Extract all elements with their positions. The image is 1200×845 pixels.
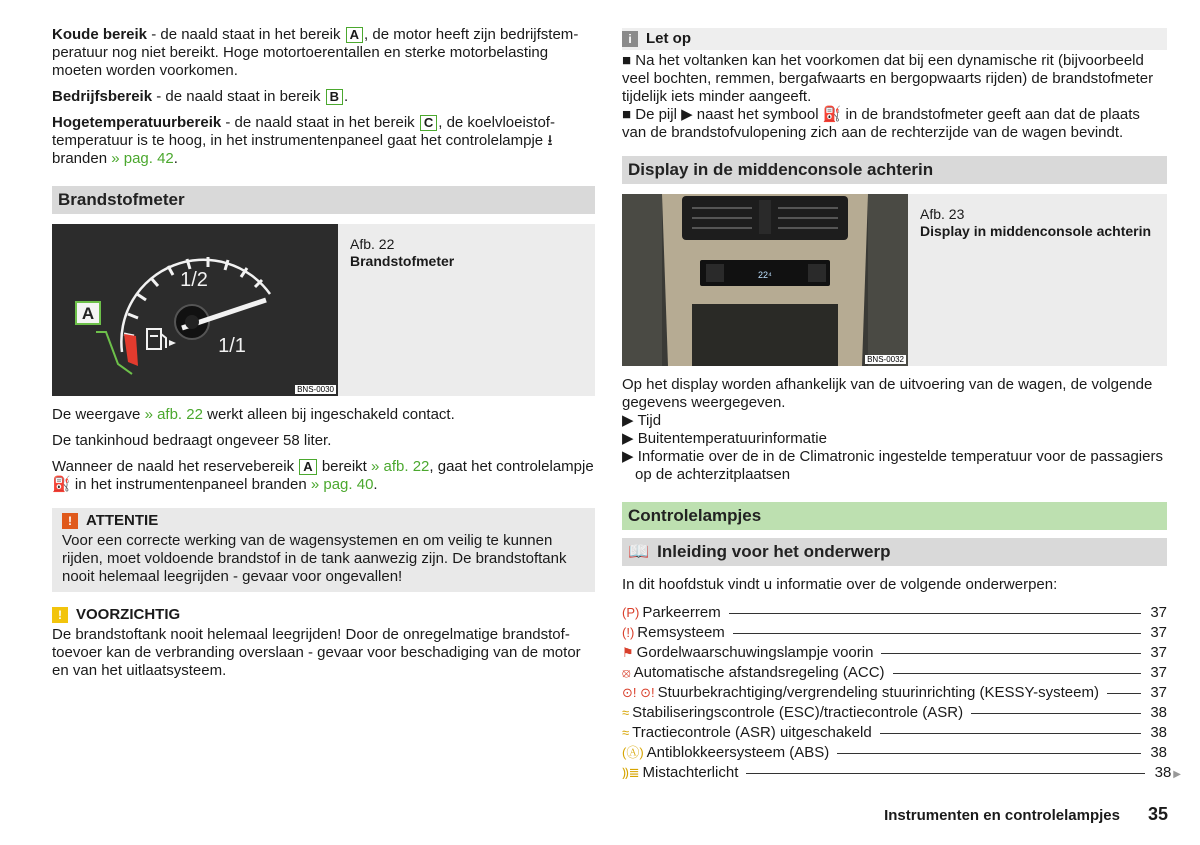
caution-block — [52, 606, 595, 680]
toc-label[interactable]: Remsysteem — [637, 624, 725, 641]
text: . — [173, 150, 178, 167]
toc-page-number[interactable]: 38 — [1150, 704, 1167, 721]
warning-icon: ! — [62, 513, 78, 529]
paragraph-display — [52, 406, 595, 424]
warning-attention — [52, 508, 595, 592]
toc-leader — [971, 713, 1141, 714]
toc-leader — [837, 753, 1141, 754]
toc-row[interactable] — [622, 684, 1167, 704]
text: Informatie over de in de Climatronic ingestelde temperatuur voor de passagiers op de achterzitplaatsen — [635, 448, 1163, 483]
toc-page-number[interactable]: 38 — [1150, 744, 1167, 761]
text: bereikt — [317, 458, 372, 475]
figure-number: Afb. 22 — [350, 236, 395, 252]
topic-list — [622, 604, 1181, 784]
toc-leader — [1107, 693, 1141, 694]
text: . — [344, 88, 349, 105]
figure-link-22[interactable]: » afb. 22 — [371, 458, 430, 475]
right-column — [622, 28, 1181, 784]
text: Tijd — [637, 412, 662, 429]
coolant-temp-icon: ⭳ — [547, 132, 553, 149]
continue-arrow-icon: ▶ — [1173, 769, 1181, 780]
fuel-pump-icon: ⛽ — [822, 106, 842, 123]
note-header — [622, 28, 1167, 50]
paragraph-rear-display: Op het display worden afhankelijk van de uitvoering van de wagen, de volgende gegevens weergegeven. — [622, 376, 1153, 411]
note-bullet-1: ■ Na het voltanken kan het voorkomen dat bij een dynamische rit (bijvoorbeeld veel bochten, remmen, bergafwaarts en bergopwaarts rijden) de brandstofmeter tijdelijk iets minder aangeeft. — [622, 52, 1154, 105]
toc-page-number[interactable]: 37 — [1150, 664, 1167, 681]
caution-title-row — [52, 606, 595, 624]
list-item: ▶ Informatie over de in de Climatronic ingestelde temperatuur voor de passagiers op de achterzitplaatsen — [622, 448, 1163, 483]
toc-label[interactable]: Tractiecontrole (ASR) uitgeschakeld — [632, 724, 872, 741]
text: , gaat het controlelampje — [429, 458, 594, 475]
gauge-label-half: 1/2 — [180, 269, 208, 291]
toc-row[interactable] — [622, 764, 1181, 784]
toc-leader — [881, 653, 1141, 654]
gauge-label-full: 1/1 — [218, 335, 246, 357]
info-icon: i — [622, 31, 638, 47]
paragraph-cold-range — [52, 26, 595, 80]
paragraph-intro: In dit hoofdstuk vindt u informatie over de volgende onderwerpen: — [622, 576, 1058, 593]
section-header-intro — [622, 538, 1167, 566]
left-column — [52, 26, 595, 680]
warning-title-row — [62, 512, 585, 530]
term-cold-range: Koude bereik — [52, 26, 148, 43]
text: in het instrumentenpaneel branden — [70, 476, 311, 493]
toc-label[interactable]: Mistachterlicht — [642, 764, 739, 781]
toc-page-number[interactable]: 38 — [1154, 764, 1172, 781]
warning-light-icon: ≈ — [622, 705, 630, 720]
toc-leader — [733, 633, 1141, 634]
fuel-gauge-graphic — [52, 224, 338, 396]
page-link-42[interactable]: » pag. 42 — [111, 150, 174, 167]
caution-icon: ! — [52, 607, 68, 623]
text: De pijl ▶ naast het symbool — [635, 106, 823, 123]
text: Na het voltanken kan het voorkomen dat bij een dynamische rit (bijvoorbeeld veel bochten, remmen, bergafwaarts en bergopwaarts rijden) de brandstofmeter tijdelijk iets minder aangeeft. — [622, 52, 1154, 105]
paragraph-capacity: De tankinhoud bedraagt ongeveer 58 liter. — [52, 432, 332, 449]
toc-leader — [880, 733, 1141, 734]
range-marker-a: A — [299, 459, 316, 475]
toc-leader — [729, 613, 1141, 614]
toc-label[interactable]: Gordelwaarschuwingslampje voorin — [636, 644, 874, 661]
toc-label[interactable]: Automatische afstandsregeling (ACC) — [633, 664, 885, 681]
figure-title: Brandstofmeter — [350, 253, 455, 269]
toc-row[interactable] — [622, 704, 1167, 724]
list-item: ▶ Tijd — [622, 412, 662, 429]
toc-row[interactable] — [622, 604, 1167, 624]
figure-title: Display in middenconsole achterin — [920, 223, 1152, 239]
text: werkt alleen bij ingeschakeld contact. — [202, 406, 455, 423]
warning-text: Voor een correcte werking van de wagensystemen en om veilig te kunnen rijden, moet voldoende brandstof in de tank aanwezig zijn. De brandstoftank nooit helemaal leegrijden - gevaar voor ongevallen! — [62, 532, 567, 585]
warning-light-icon: ⦻ — [622, 665, 631, 680]
figure-fuel-gauge — [52, 224, 595, 396]
text: - de naald staat in het bereik — [221, 114, 419, 131]
fuel-gauge-image — [52, 224, 338, 396]
toc-label[interactable]: Stuurbekrachtiging/vergrendeling stuurinrichting (KESSY-systeem) — [657, 684, 1099, 701]
text: Buitentemperatuurinformatie — [637, 430, 827, 447]
toc-leader — [893, 673, 1141, 674]
toc-row[interactable] — [622, 644, 1167, 664]
toc-page-number[interactable]: 37 — [1150, 604, 1167, 621]
figure-caption — [338, 224, 466, 396]
figure-code: BNS-0030 — [297, 385, 334, 394]
book-icon: 📖 — [628, 542, 650, 561]
warning-light-icon: (P) — [622, 605, 640, 620]
toc-row[interactable] — [622, 664, 1167, 684]
page-number: 35 — [1147, 804, 1168, 824]
section-header-fuel-gauge: Brandstofmeter — [52, 186, 595, 214]
intro-title: Inleiding voor het onderwerp — [657, 542, 891, 561]
rear-display-list — [622, 412, 1167, 484]
toc-row[interactable] — [622, 744, 1167, 764]
section-header-rear-display: Display in de middenconsole achterin — [622, 156, 1167, 184]
fuel-warning-icon: ⛽ — [52, 476, 71, 493]
page-footer — [884, 805, 1168, 825]
figure-code: BNS-0032 — [867, 355, 904, 364]
toc-leader — [746, 773, 1145, 774]
toc-label[interactable]: Parkeerrem — [642, 604, 721, 621]
warning-light-icon: (Ⓐ) — [622, 745, 644, 760]
text: Wanneer de naald het reservebereik — [52, 458, 299, 475]
text: - de naald staat in het bereik — [147, 26, 345, 43]
list-item: ▶ Buitentemperatuurinformatie — [622, 430, 827, 447]
toc-page-number[interactable]: 38 — [1150, 724, 1167, 741]
term-operating-range: Bedrijfsbereik — [52, 88, 153, 105]
rear-display-temp: 22⁴ — [758, 270, 772, 280]
term-high-temp-range: Hogetemperatuurbereik — [52, 114, 222, 131]
rear-console-graphic — [622, 194, 908, 366]
caution-text: De brandstoftank nooit helemaal leegrijden! Door de onregelmatige brandstoftoevoer kan de verbranding overslaan - gevaar voor beschadiging van de motor en van het uitlaatsysteem. — [52, 626, 581, 679]
section-header-warning-lights: Controlelampjes — [622, 502, 1167, 530]
toc-page-number[interactable]: 37 — [1150, 684, 1167, 701]
range-marker-a: A — [346, 27, 363, 43]
text: branden — [52, 150, 112, 167]
figure-link-22[interactable]: » afb. 22 — [144, 406, 203, 423]
text: - de naald staat in bereik — [152, 88, 325, 105]
text: , de koelvloeistoftemperatuur is te hoog, in het instrumentenpaneel gaat het controlelampje — [52, 114, 555, 149]
text: in de brandstofmeter geeft aan dat de plaats van de brandstofvulopening zich aan de rechterzijde van de wagen bevindt. — [622, 106, 1140, 141]
toc-label[interactable]: Stabiliseringscontrole (ESC)/tractiecontrole (ASR) — [632, 704, 964, 721]
figure-rear-display — [622, 194, 1167, 366]
figure-number: Afb. 23 — [920, 206, 965, 222]
warning-light-icon: ⚑ — [622, 645, 634, 660]
paragraph-high-temp-range — [52, 114, 595, 168]
figure-caption — [908, 194, 1163, 366]
note-bullet-2: ■ De pijl ▶ naast het symbool ⛽ in de brandstofmeter geeft aan dat de plaats van de brandstofvulopening zich aan de rechterzijde van de wagen bevindt. — [622, 106, 1140, 141]
caution-title: VOORZICHTIG — [76, 606, 181, 623]
text: De weergave — [52, 406, 145, 423]
warning-title: ATTENTIE — [86, 512, 159, 529]
range-marker-b: B — [326, 89, 343, 105]
toc-row[interactable] — [622, 724, 1167, 744]
note-title: Let op — [646, 30, 691, 47]
rear-console-image — [622, 194, 908, 366]
warning-light-icon: ⊙! ⊙! — [622, 685, 655, 700]
warning-light-icon: ⸩≣ — [622, 765, 640, 780]
warning-light-icon: (!) — [622, 625, 635, 640]
toc-label[interactable]: Antiblokkeersysteem (ABS) — [646, 744, 830, 761]
range-marker-c: C — [420, 115, 437, 131]
paragraph-reserve — [52, 458, 595, 494]
toc-page-number[interactable]: 37 — [1150, 644, 1167, 661]
warning-light-icon: ≈ — [622, 725, 630, 740]
paragraph-operating-range — [52, 88, 595, 106]
toc-row[interactable] — [622, 624, 1167, 644]
chapter-title: Instrumenten en controlelampjes — [884, 807, 1120, 824]
gauge-label-a: A — [81, 304, 95, 323]
text: , de motor heeft zijn bedrijfstemperatuur nog niet bereikt. Hoge motortoerentallen en sterke motorbelasting moeten worden voorkomen. — [52, 26, 579, 79]
text: . — [373, 476, 378, 493]
page-link-40[interactable]: » pag. 40 — [310, 476, 374, 493]
toc-page-number[interactable]: 37 — [1150, 624, 1167, 641]
